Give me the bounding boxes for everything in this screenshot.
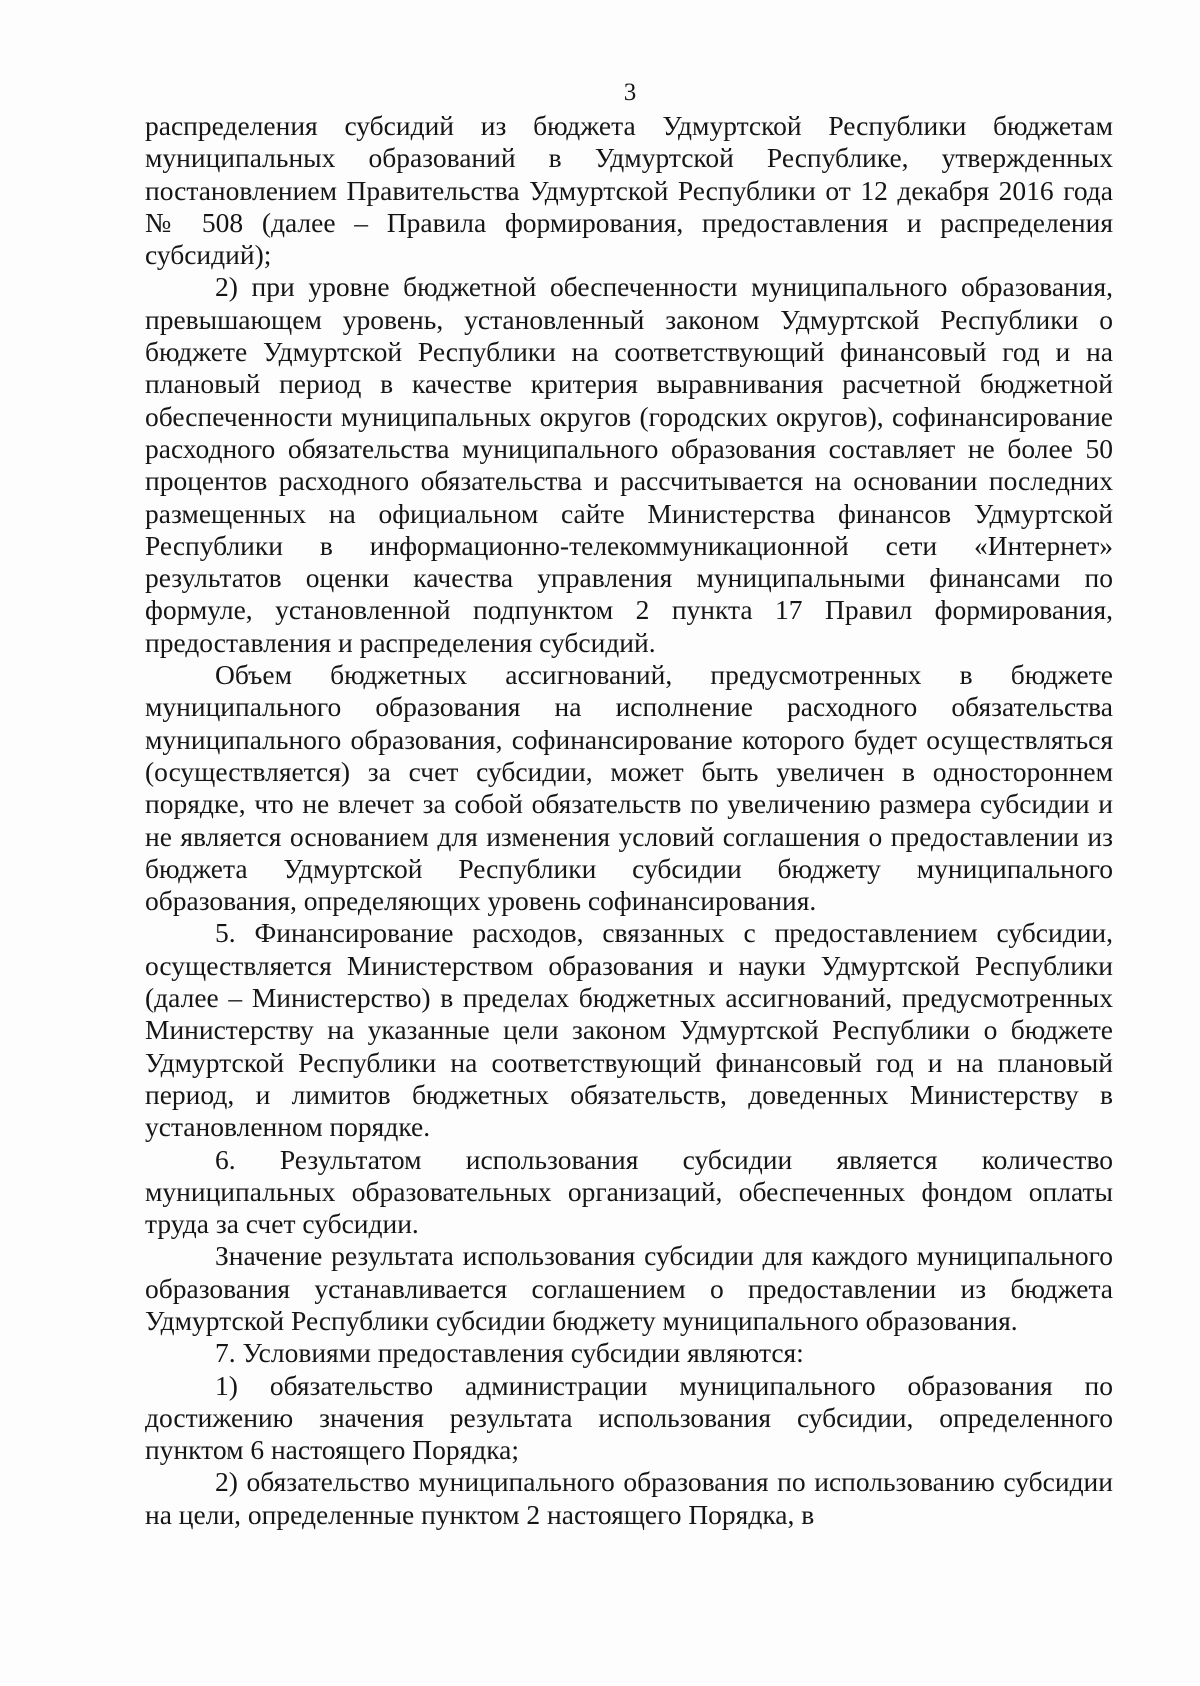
page-number: 3 xyxy=(623,79,637,106)
document-body xyxy=(145,110,1113,1531)
paragraph-item-7: 7. Условиями предоставления субсидии являются: xyxy=(215,1337,804,1369)
paragraph-item-5: 5. Финансирование расходов, связанных с предоставлением субсидии, осуществляется Министерством образования и науки Удмуртской Республики (далее – Министерство) в пределах бюджетных ассигнований, предусмотренных Министерству на указанные цели законом Удмуртской Республики о бюджете Удмуртской Республики на соответствующий финансовый год и на плановый период, и лимитов бюджетных обязательств, доведенных Министерству в установленном порядке. xyxy=(145,917,1113,1143)
paragraph-budget-allocations: Объем бюджетных ассигнований, предусмотренных в бюджете муниципального образования на исполнение расходного обязательства муниципального образования, софинансирование которого будет осуществляться (осуществляется) за счет субсидии, может быть увеличен в одностороннем порядке, что не влечет за собой обязательств по увеличению размера субсидии и не является основанием для изменения условий соглашения о предоставлении из бюджета Удмуртской Республики субсидии бюджету муниципального образования, определяющих уровень софинансирования. xyxy=(145,659,1113,917)
paragraph-item-6: 6. Результатом использования субсидии является количество муниципальных образовательных организаций, обеспеченных фондом оплаты труда за счет субсидии. xyxy=(145,1143,1113,1240)
paragraph-subitem-2: 2) при уровне бюджетной обеспеченности муниципального образования, превышающем уровень, установленный законом Удмуртской Республики о бюджете Удмуртской Республики на соответствующий финансовый год и на плановый период в качестве критерия выравнивания расчетной бюджетной обеспеченности муниципальных округов (городских округов), софинансирование расходного обязательства муниципального образования составляет не более 50 процентов расходного обязательства и рассчитывается на основании последних размещенных на официальном сайте Министерства финансов Удмуртской Республики в информационно-телекоммуникационной сети «Интернет» результатов оценки качества управления муниципальными финансами по формуле, установленной подпунктом 2 пункта 17 Правил формирования, предоставления и распределения субсидий. xyxy=(145,271,1113,658)
paragraph-continuation: распределения субсидий из бюджета Удмуртской Республики бюджетам муниципальных образований в Удмуртской Республике, утвержденных постановлением Правительства Удмуртской Республики от 12 декабря 2016 года № 508 (далее – Правила формирования, предоставления и распределения субсидий); xyxy=(145,110,1113,271)
paragraph-condition-1: 1) обязательство администрации муниципального образования по достижению значения результата использования субсидии, определенного пунктом 6 настоящего Порядка; xyxy=(145,1369,1113,1466)
paragraph-condition-2: 2) обязательство муниципального образования по использованию субсидии на цели, определенные пунктом 2 настоящего Порядка, в xyxy=(145,1466,1113,1530)
paragraph-result-value: Значение результата использования субсидии для каждого муниципального образования устанавливается соглашением о предоставлении из бюджета Удмуртской Республики субсидии бюджету муниципального образования. xyxy=(145,1240,1113,1336)
